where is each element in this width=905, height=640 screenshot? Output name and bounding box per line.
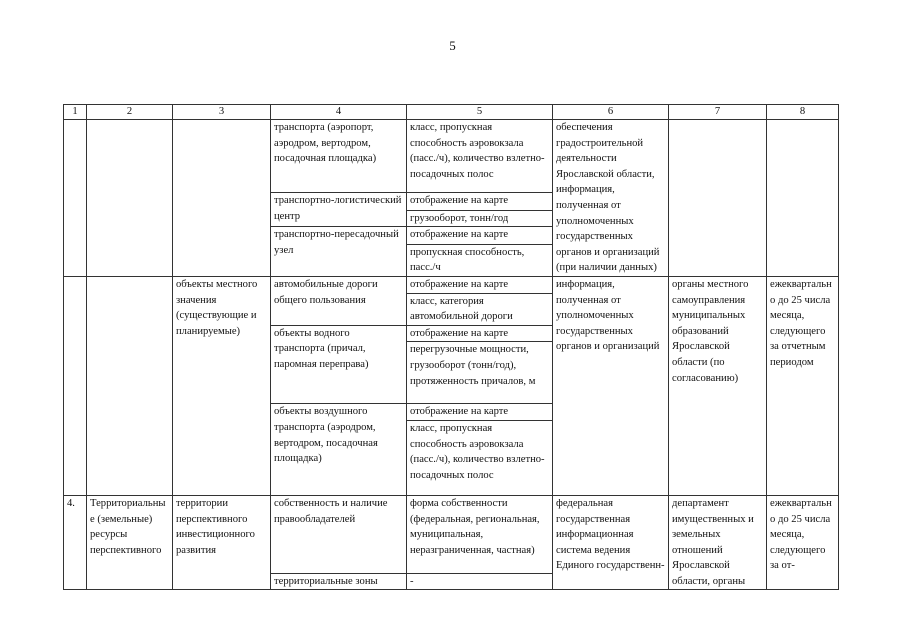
cell-empty xyxy=(173,120,271,277)
column-number: 4 xyxy=(271,105,407,120)
table-row xyxy=(64,495,839,573)
cell-responsible: департамент имущественных и земельных отношений Ярославской области, органы xyxy=(669,495,767,590)
cell-parameter: - xyxy=(407,573,553,590)
cell-source: информация, полученная от уполномоченных государственных органов и организаций xyxy=(553,276,669,495)
cell-empty xyxy=(87,276,173,495)
table-row xyxy=(64,120,839,193)
cell-indicator: территориальные зоны xyxy=(271,573,407,590)
column-number: 8 xyxy=(767,105,839,120)
cell-responsible: органы местного самоуправления муниципальных образований Ярославской области (по согласованию) xyxy=(669,276,767,495)
column-number: 6 xyxy=(553,105,669,120)
cell-indicator: транспортно-логистический центр xyxy=(271,193,407,227)
cell-source: обеспечения градостроительной деятельности Ярославской области, информация, полученная от уполномоченных государственных органов и организаций (при наличии данных) xyxy=(553,120,669,277)
column-number: 7 xyxy=(669,105,767,120)
cell-frequency: ежеквартально до 25 числа месяца, следующего за отчетным периодом xyxy=(767,276,839,495)
cell-indicator: транспортно-пересадочный узел xyxy=(271,227,407,277)
cell-indicator: транспорта (аэропорт, аэродром, вертодром, посадочная площадка) xyxy=(271,120,407,193)
cell-parameter: перегрузочные мощности, грузооборот (тонн/год), протяженность причалов, м xyxy=(407,342,553,404)
cell-empty xyxy=(87,120,173,277)
cell-resource: Территориальные (земельные) ресурсы перспективного xyxy=(87,495,173,590)
column-number: 1 xyxy=(64,105,87,120)
cell-indicator: объекты водного транспорта (причал, паромная переправа) xyxy=(271,325,407,404)
cell-empty xyxy=(64,120,87,277)
column-number-row xyxy=(64,105,839,120)
cell-parameter: отображение на карте xyxy=(407,227,553,245)
cell-object-type: объекты местного значения (существующие и планируемые) xyxy=(173,276,271,495)
cell-source: федеральная государственная информационная система ведения Единого государственн- xyxy=(553,495,669,590)
column-number: 3 xyxy=(173,105,271,120)
cell-parameter: грузооборот, тонн/год xyxy=(407,210,553,227)
cell-parameter: пропускная способность, пасс./ч xyxy=(407,244,553,276)
cell-empty xyxy=(64,276,87,495)
column-number: 5 xyxy=(407,105,553,120)
cell-parameter: отображение на карте xyxy=(407,193,553,211)
cell-empty xyxy=(669,120,767,277)
cell-parameter: отображение на карте xyxy=(407,325,553,342)
cell-parameter: форма собственности (федеральная, региональная, муниципальная, неразграниченная, частная) xyxy=(407,495,553,573)
column-number: 2 xyxy=(87,105,173,120)
cell-frequency: ежеквартально до 25 числа месяца, следующего за от- xyxy=(767,495,839,590)
cell-parameter: класс, пропускная способность аэровокзала (пасс./ч), количество взлетно-посадочных полос xyxy=(407,120,553,193)
cell-parameter: отображение на карте xyxy=(407,276,553,293)
cell-empty xyxy=(767,120,839,277)
page-number: 5 xyxy=(449,38,456,53)
cell-indicator: автомобильные дороги общего пользования xyxy=(271,276,407,325)
monitoring-table xyxy=(63,104,839,590)
cell-indicator: собственность и наличие правообладателей xyxy=(271,495,407,573)
cell-indicator: объекты воздушного транспорта (аэродром, вертодром, посадочная площадка) xyxy=(271,404,407,496)
cell-parameter: класс, категория автомобильной дороги xyxy=(407,293,553,325)
cell-object-type: территории перспективного инвестиционного развития xyxy=(173,495,271,590)
cell-parameter: класс, пропускная способность аэровокзала (пасс./ч), количество взлетно-посадочных полос xyxy=(407,420,553,495)
cell-parameter: отображение на карте xyxy=(407,404,553,421)
table-row xyxy=(64,276,839,293)
cell-row-number: 4. xyxy=(64,495,87,590)
